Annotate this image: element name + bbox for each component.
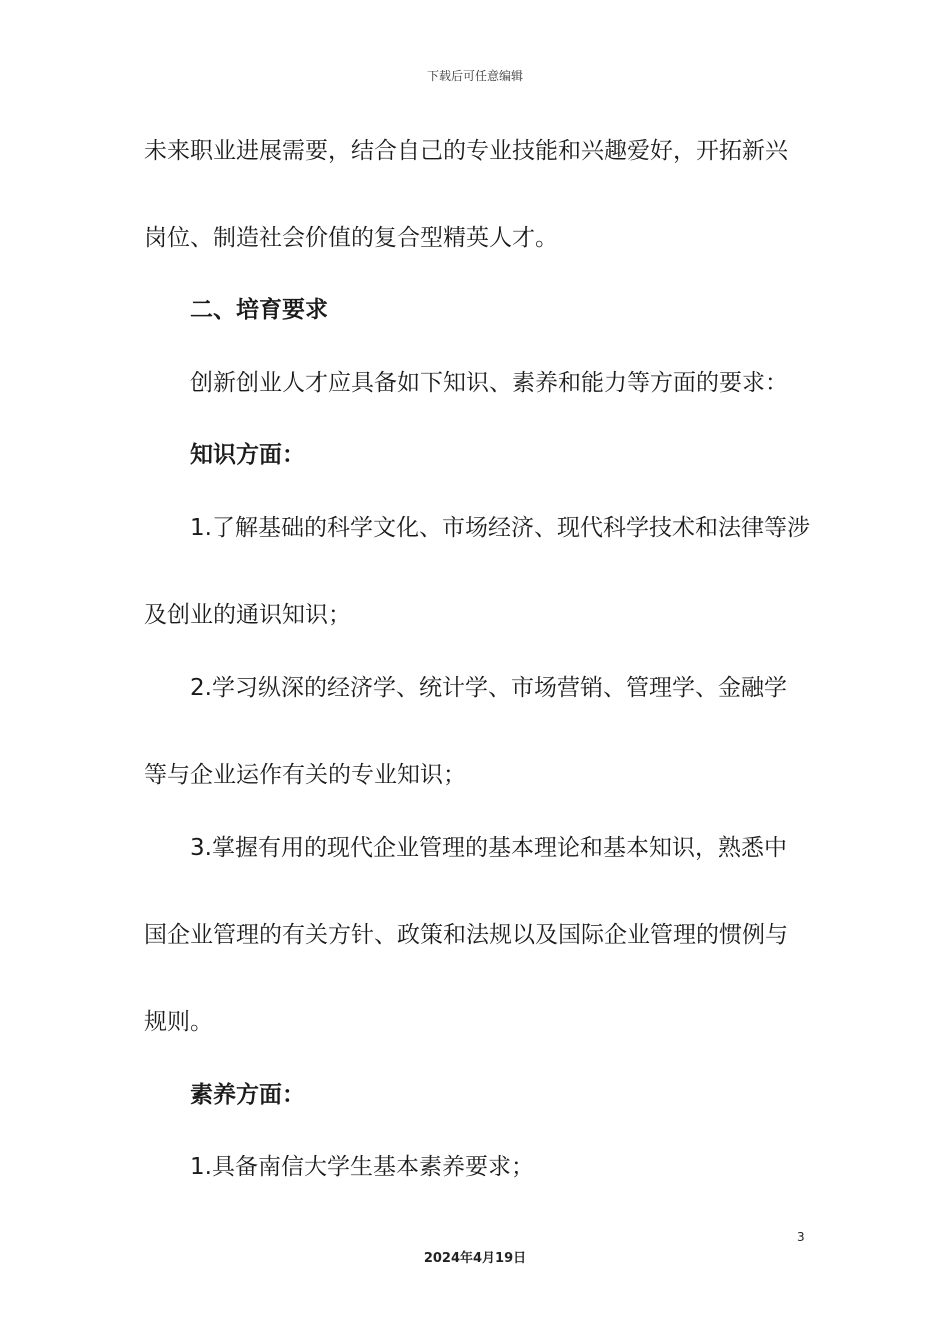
body-line-continuation: 岗位、制造社会价值的复合型精英人才。 <box>144 225 558 251</box>
list-item-knowledge-3: 3.掌握有用的现代企业管理的基本理论和基本知识，熟悉中 <box>190 835 787 861</box>
list-item-knowledge-2: 2.学习纵深的经济学、统计学、市场营销、管理学、金融学 <box>190 675 787 701</box>
list-item-quality-1: 1.具备南信大学生基本素养要求； <box>190 1154 534 1180</box>
list-item-knowledge-3-end: 规则。 <box>144 1009 213 1035</box>
page-number: 3 <box>797 1230 805 1244</box>
section-heading: 二、培育要求 <box>190 297 328 323</box>
subheading-quality: 素养方面： <box>190 1082 305 1108</box>
list-item-knowledge-2-cont: 等与企业运作有关的专业知识； <box>144 762 466 788</box>
list-item-knowledge-1: 1.了解基础的科学文化、市场经济、现代科学技术和法律等涉 <box>190 515 810 541</box>
page-header: 下载后可任意编辑 <box>426 69 523 83</box>
list-item-knowledge-1-cont: 及创业的通识知识； <box>144 602 351 628</box>
paragraph-intro: 创新创业人才应具备如下知识、素养和能力等方面的要求： <box>190 370 788 396</box>
footer-date: 2024年4月19日 <box>423 1251 527 1266</box>
subheading-knowledge: 知识方面： <box>190 442 305 468</box>
body-line-continuation: 未来职业进展需要，结合自己的专业技能和兴趣爱好，开拓新兴 <box>144 138 788 164</box>
list-item-knowledge-3-cont: 国企业管理的有关方针、政策和法规以及国际企业管理的惯例与 <box>144 922 788 948</box>
